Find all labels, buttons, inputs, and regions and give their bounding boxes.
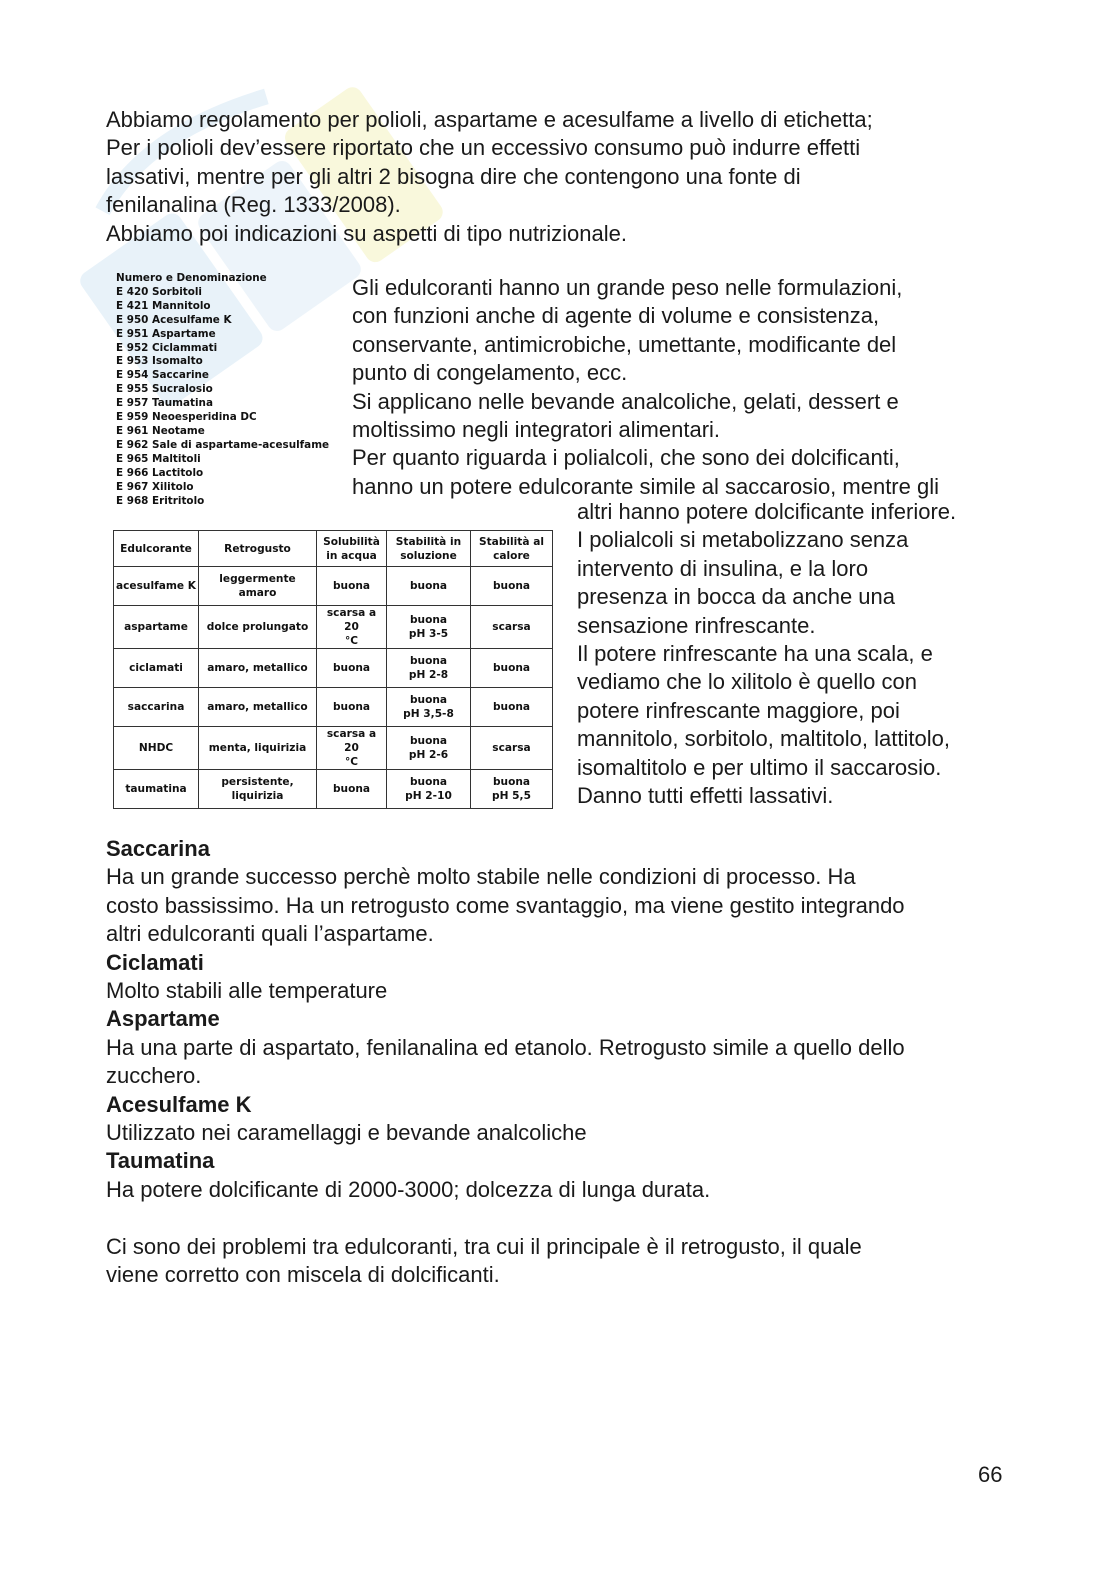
closing-paragraph (106, 1233, 1026, 1290)
table-cell (199, 770, 317, 809)
cell-text: buona (332, 580, 371, 592)
cell-text: buona (409, 655, 448, 667)
cell-text: buona (409, 776, 448, 788)
cell-text: Retrogusto (224, 542, 291, 555)
cell-text: buona (492, 662, 531, 674)
page-number: 66 (978, 1462, 1003, 1487)
table-row (114, 567, 553, 606)
section-heading: Aspartame (106, 1006, 220, 1032)
table-header-cell (114, 531, 199, 567)
cell-text: buona (492, 701, 531, 713)
text-line: Ha un grande successo perchè molto stabile nelle condizioni di processo. Ha (106, 864, 856, 890)
list-item: E 952 Ciclammati (116, 341, 218, 354)
table-cell (114, 770, 199, 809)
cell-text: buona (332, 662, 371, 674)
table-row (114, 606, 553, 649)
table-cell (387, 770, 471, 809)
cell-text: buona (409, 694, 448, 706)
text-line: Ci sono dei problemi tra edulcoranti, tra cui il principale è il retrogusto, il quale (106, 1234, 862, 1259)
cell-text: liquirizia (231, 790, 284, 802)
table-cell (471, 727, 553, 770)
table-cell (471, 567, 553, 606)
cell-text: scarsa (492, 742, 531, 754)
cell-text: in acqua (326, 549, 377, 562)
list-item: E 950 Acesulfame K (116, 313, 232, 326)
cell-text: buona (409, 580, 448, 592)
table-cell (114, 567, 199, 606)
text-line: lassativi, mentre per gli altri 2 bisogna dire che contengono una fonte di (106, 163, 801, 189)
cell-text: saccarina (127, 701, 185, 713)
table-cell (114, 727, 199, 770)
cell-text: aspartame (124, 621, 188, 633)
table-cell (199, 606, 317, 649)
text-line: potere rinfrescante maggiore, poi (577, 697, 900, 723)
sweetener-sections (106, 835, 1026, 1204)
cell-text: NHDC (138, 742, 174, 754)
list-item: E 961 Neotame (116, 424, 205, 437)
text-line: zucchero. (106, 1063, 202, 1089)
cell-text: acesulfame K (116, 580, 196, 592)
table-row (114, 770, 553, 809)
side-paragraph-top (352, 274, 1012, 501)
list-item: E 966 Lactitolo (116, 466, 204, 479)
text-line: Molto stabili alle temperature (106, 978, 388, 1004)
table-cell (199, 727, 317, 770)
list-item: E 955 Sucralosio (116, 383, 213, 396)
cell-text: leggermente amaro (219, 573, 296, 599)
list-item: E 967 Xilitolo (116, 480, 194, 493)
text-line: Per i polioli dev’essere riportato che un eccessivo consumo può indurre effetti (106, 135, 861, 161)
table-cell (471, 688, 553, 727)
section-heading: Saccarina (106, 836, 210, 861)
list-item: E 420 Sorbitoli (116, 285, 202, 298)
list-item: E 953 Isomalto (116, 355, 203, 368)
table-cell (471, 606, 553, 649)
list-item: E 962 Sale di aspartame-acesulfame (116, 438, 330, 451)
table-header-cell (199, 531, 317, 567)
table-row (114, 649, 553, 688)
table-cell (199, 567, 317, 606)
list-item: E 421 Mannitolo (116, 299, 211, 312)
cell-text: buona (492, 776, 531, 788)
table-cell (387, 606, 471, 649)
table-cell (387, 727, 471, 770)
cell-text: scarsa a 20 (326, 728, 377, 754)
section-heading: Ciclamati (106, 949, 204, 975)
table-cell (317, 688, 387, 727)
table-cell (114, 606, 199, 649)
text-line: Ha una parte di aspartato, fenilanalina ed etanolo. Retrogusto simile a quello dello (106, 1034, 905, 1060)
table-cell (114, 649, 199, 688)
intro-paragraph (106, 106, 1006, 248)
list-item: E 951 Aspartame (116, 327, 216, 340)
table-cell (317, 606, 387, 649)
side-paragraph-bottom (577, 498, 1017, 810)
text-line: conservante, antimicrobiche, umettante, modificante del (352, 331, 897, 357)
list-item: E 957 Taumatina (116, 397, 213, 410)
table-cell (317, 770, 387, 809)
cell-text: Stabilità in (395, 535, 462, 548)
table-header-row (114, 531, 553, 567)
cell-text: °C (344, 756, 359, 768)
table-cell (199, 649, 317, 688)
sweetener-properties-table (113, 530, 553, 809)
cell-text: buona (409, 735, 448, 747)
section-heading: Acesulfame K (106, 1091, 252, 1117)
text-line: Il potere rinfrescante ha una scala, e (577, 641, 933, 667)
cell-text: taumatina (125, 783, 187, 795)
cell-text: scarsa a 20 (326, 607, 377, 633)
text-line: moltissimo negli integratori alimentari. (352, 417, 721, 443)
cell-text: buona (332, 701, 371, 713)
text-line: mannitolo, sorbitolo, maltitolo, lattitolo, (577, 726, 950, 752)
table-cell (387, 688, 471, 727)
text-line: costo bassissimo. Ha un retrogusto come svantaggio, ma viene gestito integrando (106, 892, 905, 918)
table-header-cell (471, 531, 553, 567)
list-item: E 954 Saccarine (116, 369, 209, 382)
cell-text: persistente, (221, 776, 294, 788)
list-item: E 968 Eritritolo (116, 494, 205, 507)
table-cell (317, 649, 387, 688)
table-cell (114, 688, 199, 727)
table-cell (317, 727, 387, 770)
text-line: Per quanto riguarda i polialcoli, che sono dei dolcificanti, (352, 445, 900, 471)
text-line: isomaltitolo e per ultimo il saccarosio. (577, 754, 942, 780)
text-line: I polialcoli si metabolizzano senza (577, 527, 909, 553)
list-title: Numero e Denominazione (116, 272, 267, 284)
text-line: punto di congelamento, ecc. (352, 360, 628, 386)
cell-text: soluzione (400, 549, 457, 562)
table-cell (471, 649, 553, 688)
cell-text: buona (409, 614, 448, 626)
text-line: altri edulcoranti quali l’aspartame. (106, 921, 434, 947)
text-line: vediamo che lo xilitolo è quello con (577, 669, 917, 695)
text-line: viene corretto con miscela di dolcificanti. (106, 1262, 500, 1288)
text-line: sensazione rinfrescante. (577, 612, 816, 638)
table-cell (317, 567, 387, 606)
sweetener-code-list (116, 272, 346, 508)
text-line: altri hanno potere dolcificante inferiore. (577, 499, 957, 524)
table-cell (199, 688, 317, 727)
cell-text: dolce prolungato (206, 621, 309, 633)
list-item: E 959 Neoesperidina DC (116, 411, 257, 424)
cell-text: amaro, metallico (207, 662, 308, 674)
text-line: fenilanalina (Reg. 1333/2008). (106, 192, 401, 218)
table-cell (387, 567, 471, 606)
text-line: Utilizzato nei caramellaggi e bevande analcoliche (106, 1120, 587, 1146)
table-cell (387, 649, 471, 688)
cell-text: Solubilità (323, 535, 380, 548)
cell-text: pH 2-8 (408, 669, 449, 681)
cell-text: buona (492, 580, 531, 592)
text-line: Danno tutti effetti lassativi. (577, 783, 834, 809)
cell-text: °C (344, 635, 359, 647)
text-line: Abbiamo regolamento per polioli, aspartame e acesulfame a livello di etichetta; (106, 107, 873, 132)
cell-text: ciclamati (129, 662, 183, 674)
table-header-cell (387, 531, 471, 567)
table-cell (471, 770, 553, 809)
text-line: intervento di insulina, e la loro (577, 555, 869, 581)
text-line: hanno un potere edulcorante simile al saccarosio, mentre gli (352, 473, 939, 499)
text-line: Ha potere dolcificante di 2000-3000; dolcezza di lunga durata. (106, 1176, 711, 1202)
cell-text: scarsa (492, 621, 531, 633)
cell-text: menta, liquirizia (208, 742, 307, 754)
text-line: Si applicano nelle bevande analcoliche, gelati, dessert e (352, 388, 899, 414)
text-line: Abbiamo poi indicazioni su aspetti di tipo nutrizionale. (106, 220, 627, 246)
text-line: Gli edulcoranti hanno un grande peso nelle formulazioni, (352, 275, 903, 300)
cell-text: pH 3,5-8 (403, 708, 454, 720)
cell-text: amaro, metallico (207, 701, 308, 713)
text-line: presenza in bocca da anche una (577, 584, 896, 610)
cell-text: Stabilità al (478, 535, 544, 548)
cell-text: pH 3-5 (408, 628, 449, 640)
section-heading: Taumatina (106, 1148, 215, 1174)
cell-text: pH 2-10 (405, 790, 452, 802)
table-header-cell (317, 531, 387, 567)
table-row (114, 688, 553, 727)
cell-text: pH 5,5 (492, 790, 531, 802)
text-line: con funzioni anche di agente di volume e consistenza, (352, 303, 880, 329)
table-row (114, 727, 553, 770)
cell-text: buona (332, 783, 371, 795)
cell-text: pH 2-6 (408, 749, 449, 761)
list-item: E 965 Maltitoli (116, 452, 201, 465)
cell-text: calore (493, 549, 530, 562)
cell-text: Edulcorante (120, 542, 192, 555)
